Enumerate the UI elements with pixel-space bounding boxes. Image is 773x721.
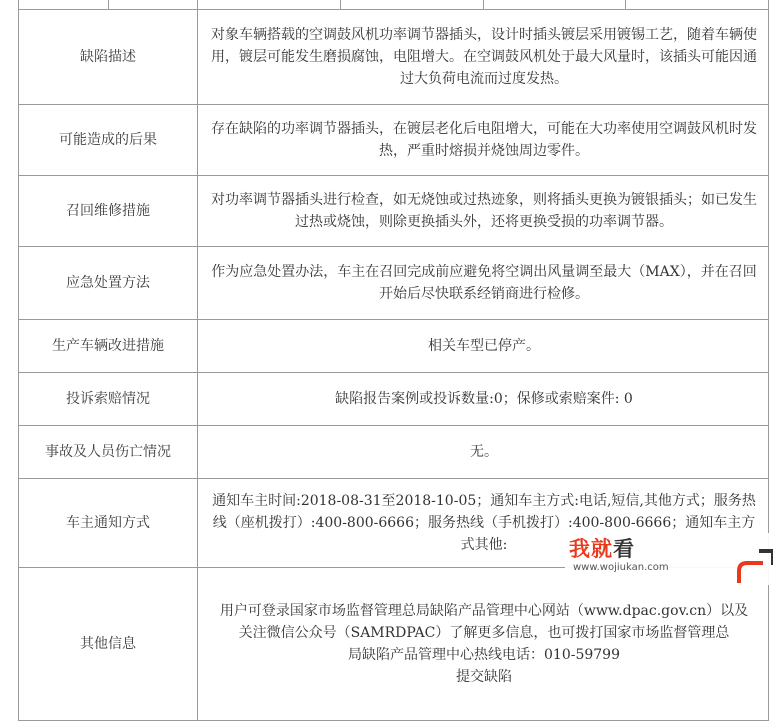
- row-label: 投诉索赔情况: [19, 373, 198, 426]
- other-info-line: 提交缺陷: [456, 669, 512, 685]
- row-label: 车主通知方式: [19, 479, 198, 568]
- row-label: 生产车辆改进措施: [19, 320, 198, 373]
- row-value: 无。: [198, 426, 769, 479]
- other-info-line: 关注微信公众号（SAMRDPAC）了解更多信息，也可拨打国家市场监督管理总: [238, 625, 730, 641]
- other-info-line: 用户可登录国家市场监督管理总局缺陷产品管理中心网站（www.dpac.gov.cn）以及: [219, 603, 749, 619]
- table-top-strip: [19, 0, 769, 10]
- table-row-emergency-handling: [19, 247, 769, 320]
- row-value: 缺陷报告案例或投诉数量:0；保修或索赔案件: 0: [198, 373, 769, 426]
- table-row-consequences: [19, 105, 769, 176]
- recall-info-table: [18, 0, 769, 721]
- table-row-other-info: [19, 568, 769, 721]
- watermark-brand-red: 我就: [569, 537, 613, 561]
- watermark-url: www.wojiukan.com: [573, 562, 669, 573]
- watermark-logo: [565, 533, 773, 585]
- row-label: 召回维修措施: [19, 176, 198, 247]
- row-label: 其他信息: [19, 568, 198, 721]
- top-strip-value-cell: [198, 0, 769, 10]
- row-value: 对功率调节器插头进行检查，如无烧蚀或过热迹象，则将插头更换为镀银插头；如已发生过热或烧蚀，则除更换插头外，还将更换受损的功率调节器。: [198, 176, 769, 247]
- other-info-line: 局缺陷产品管理中心热线电话：010-59799: [348, 647, 620, 663]
- row-value: 对象车辆搭载的空调鼓风机功率调节器插头，设计时插头镀层采用镀锡工艺，随着车辆使用，镀层可能发生磨损腐蚀，电阻增大。在空调鼓风机处于最大风量时，该插头可能因通过大负荷电流而过度发热。: [198, 10, 769, 105]
- watermark-corner-icon: [733, 545, 773, 585]
- row-value: 存在缺陷的功率调节器插头，在镀层老化后电阻增大，可能在大功率使用空调鼓风机时发热，严重时熔损并烧蚀周边零件。: [198, 105, 769, 176]
- table-row-recall-repair-measures: [19, 176, 769, 247]
- table-row-complaints-claims: [19, 373, 769, 426]
- table-row-defect-description: [19, 10, 769, 105]
- row-value: 相关车型已停产。: [198, 320, 769, 373]
- row-label: 缺陷描述: [19, 10, 198, 105]
- row-value: 作为应急处置办法，车主在召回完成前应避免将空调出风量调至最大（MAX），并在召回开始后尽快联系经销商进行检修。: [198, 247, 769, 320]
- watermark-brand-dark: 看: [613, 537, 635, 561]
- row-value: 通知车主时间:2018-08-31至2018-10-05；通知车主方式:电话,短信,其他方式；服务热线（座机拨打）:400-800-6666；服务热线（手机拨打）:400-800-6666；通知车主方式其他:: [198, 479, 769, 568]
- table-row-accidents-casualties: [19, 426, 769, 479]
- watermark-brand: [569, 533, 635, 563]
- row-label: 事故及人员伤亡情况: [19, 426, 198, 479]
- row-label: 应急处置方法: [19, 247, 198, 320]
- row-label: 可能造成的后果: [19, 105, 198, 176]
- table-row-production-improvement: [19, 320, 769, 373]
- top-strip-label-cell: [19, 0, 198, 10]
- row-value: [198, 568, 769, 721]
